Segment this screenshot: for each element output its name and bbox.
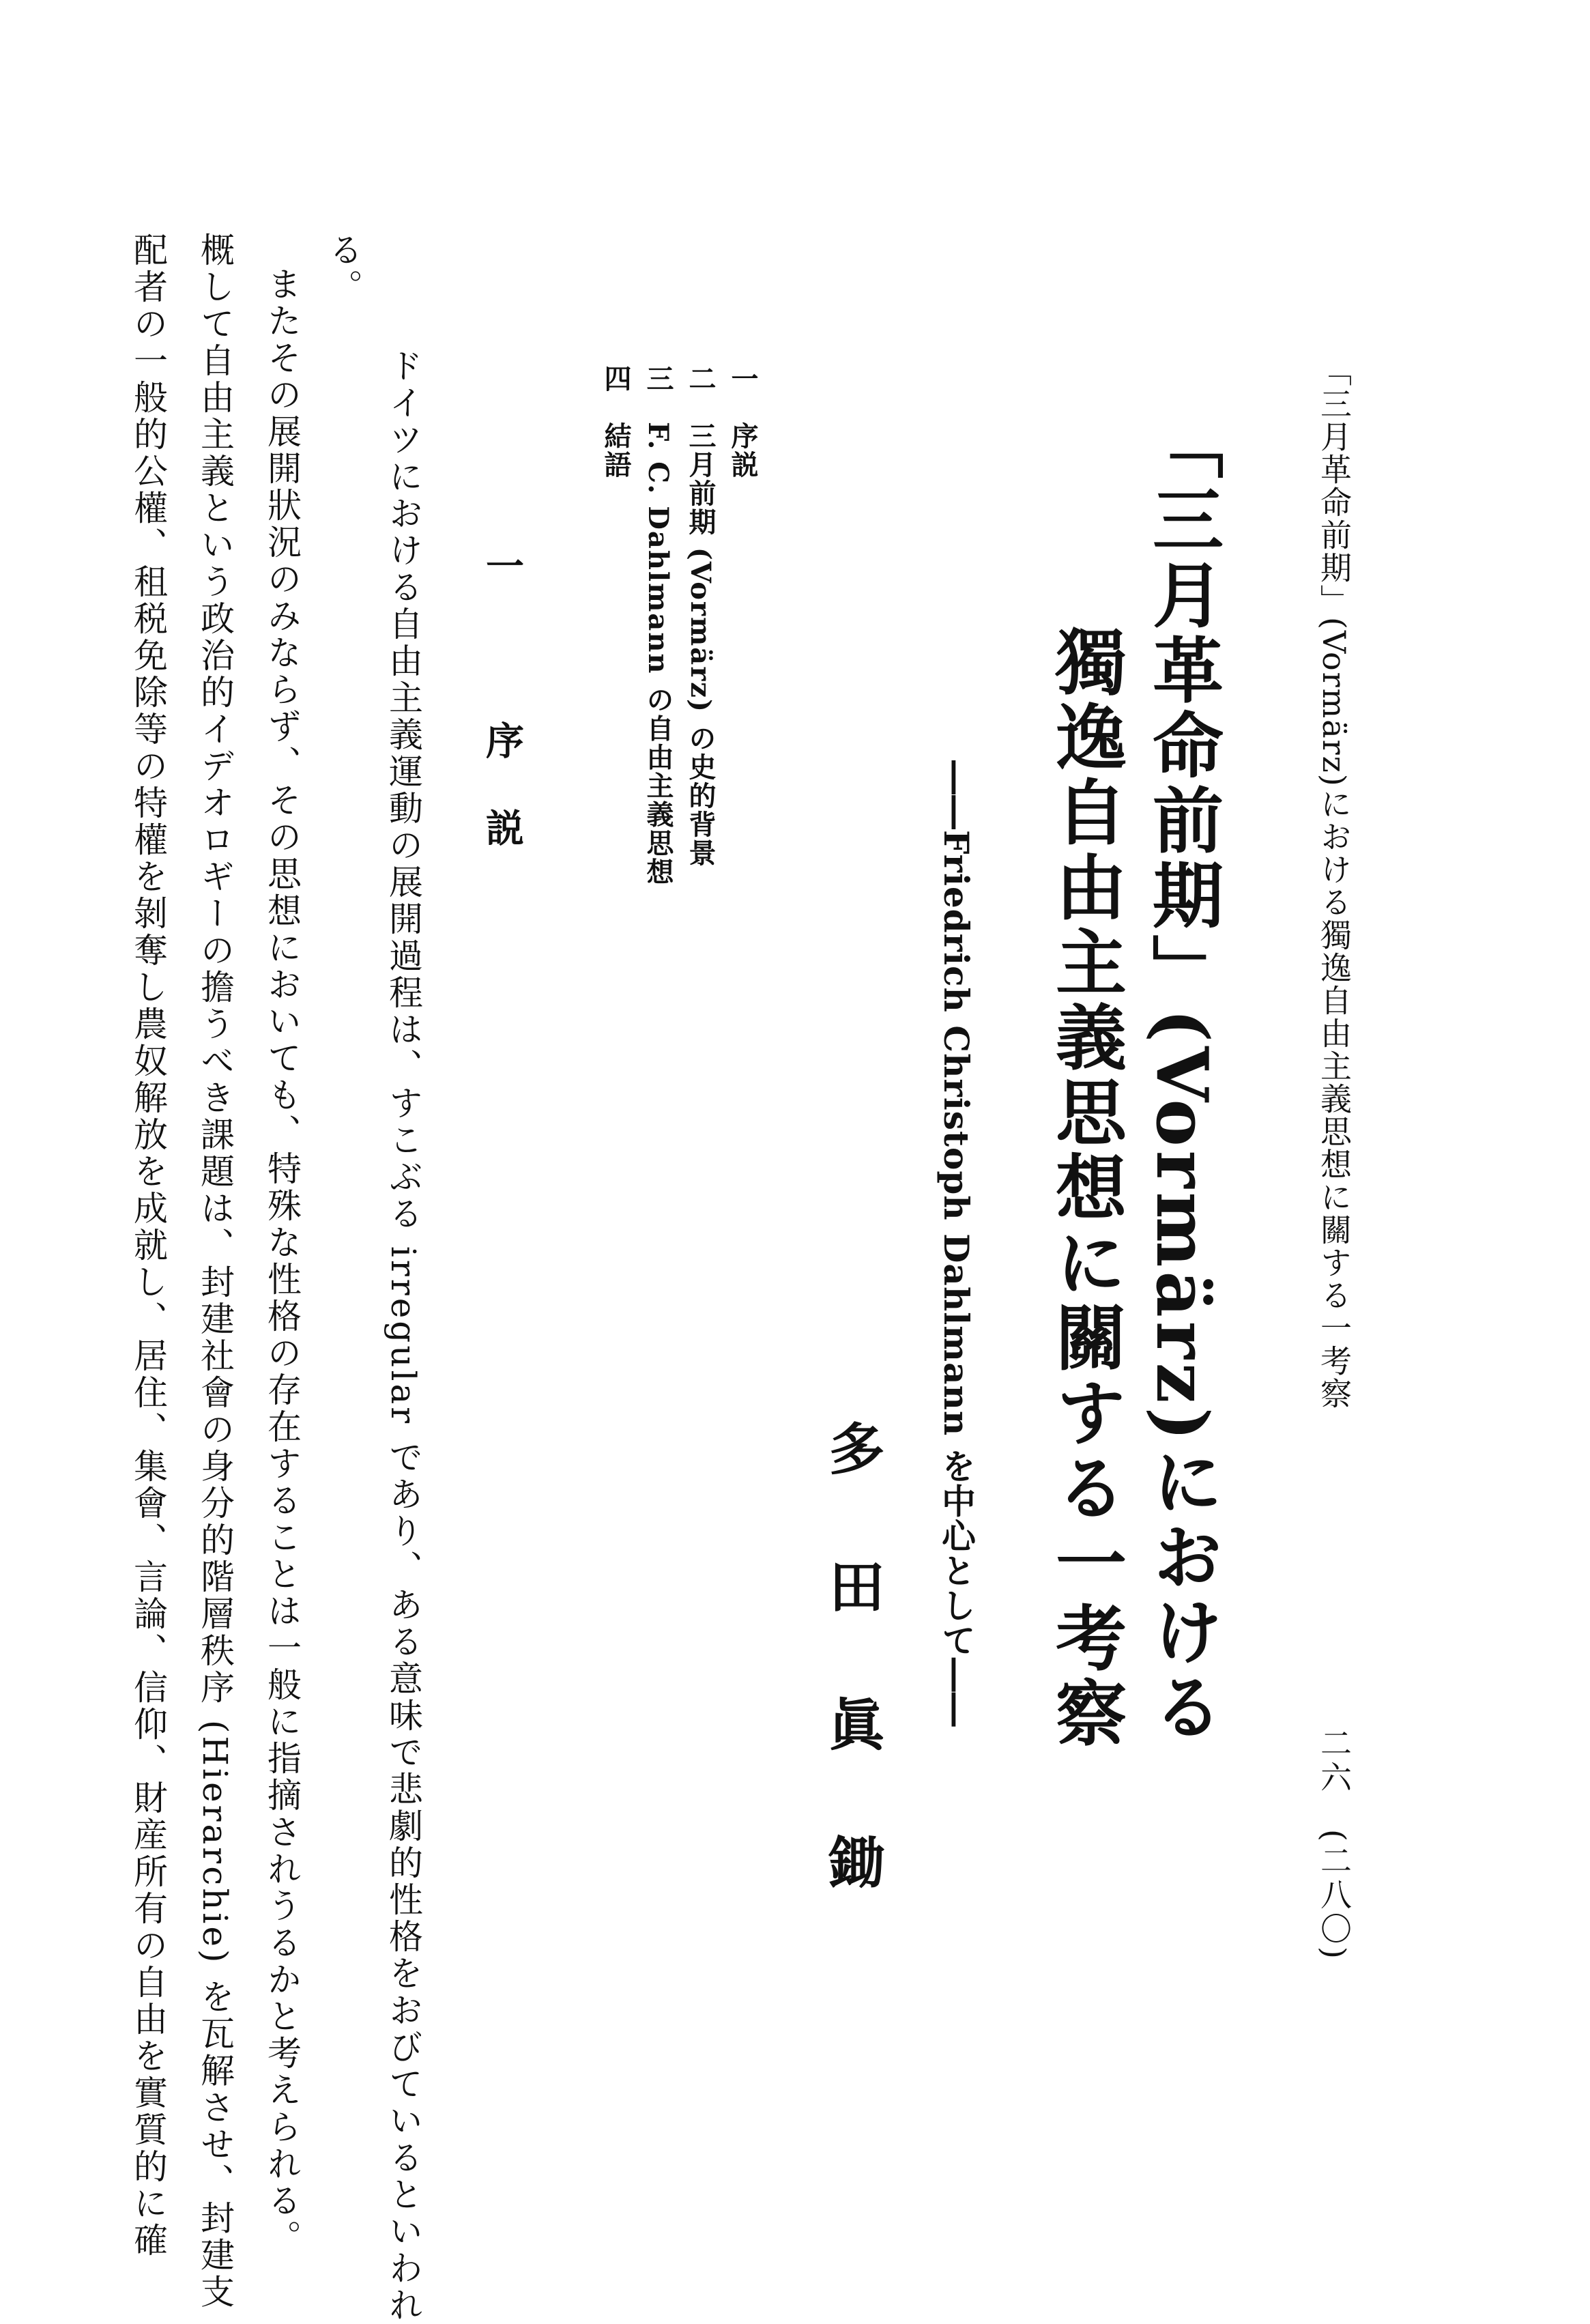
toc-item-2: 二 三月前期 (Vormärz) の史的背景 bbox=[684, 364, 717, 867]
page-number: 二六 (二八〇) bbox=[1316, 1727, 1353, 1962]
body-line-1: ドイツにおける自由主義運動の展開過程は、すこぶる irregular であり、ある意味で悲劇的性格をおびているといわれ bbox=[384, 348, 423, 2324]
toc-item-4: 四 結語 bbox=[600, 364, 632, 479]
article-title-line-1: 「三月革命前期」(Vormärz)における bbox=[1140, 408, 1224, 1745]
article-title-line-2: 獨逸自由主義思想に關する一考察 bbox=[1043, 625, 1127, 1751]
toc-item-3: 三 F. C. Dahlmann の自由主義思想 bbox=[642, 364, 674, 887]
author-name: 多田眞鋤 bbox=[820, 1420, 885, 1971]
body-line-2: る。 bbox=[323, 232, 363, 306]
body-line-4: 概して自由主義という政治的イデオロギーの擔うべき課題は、封建社會の身分的階層秩序 (Hierarchie) を瓦解させ、封建支 bbox=[195, 232, 235, 2311]
body-line-5: 配者の一般的公權、租税免除等の特權を剝奪し農奴解放を成就し、居住、集會、言論、信仰、財産所有の自由を實質的に確 bbox=[128, 232, 168, 2259]
section-heading: 一 序説 bbox=[480, 546, 525, 895]
running-head: 「三月革命前期」(Vormärz)における獨逸自由主義思想に關する一考察 bbox=[1316, 355, 1353, 1410]
article-subtitle: ――Friedrich Christoph Dahlmann を中心として―― bbox=[936, 760, 977, 1727]
body-line-3: またその展開狀況のみならず、その思想においても、特殊な性格の存在することは一般に指摘されうるかと考えられる。 bbox=[262, 266, 302, 2256]
toc-item-1: 一 序説 bbox=[727, 364, 759, 479]
